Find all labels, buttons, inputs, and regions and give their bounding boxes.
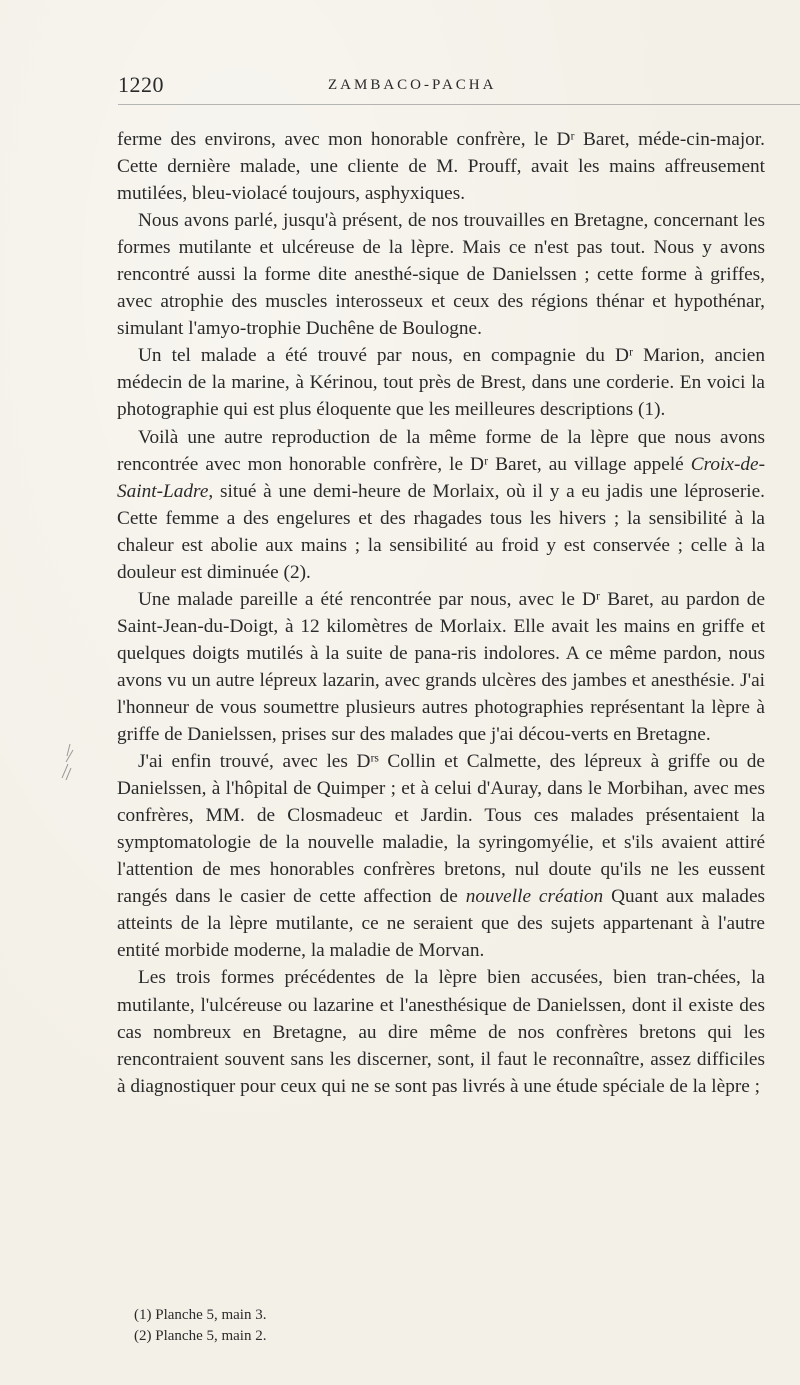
paragraph: Nous avons parlé, jusqu'à présent, de nos trouvailles en Bretagne, concernant les formes mutilante et ulcéreuse de la lèpre. Mais ce n'est pas tout. Nous y avons rencontré aussi la forme dite anesthé-sique de Danielssen ; cette forme à griffes, avec atrophie des muscles interosseux et ceux des régions thénar et hypothénar, simulant l'amyo-trophie Duchêne de Boulogne. — [117, 210, 765, 340]
paragraph-text: , situé à une demi-heure de Morlaix, où il y a eu jadis une léproserie. Cette femme a des engelures et des rhagades tous les hivers ; la sensibilité à la chaleur est abolie aux mains ; la sensibilité au froid y est conservée ; celle à la douleur est diminuée (2). — [117, 480, 765, 583]
paragraph — [117, 424, 765, 586]
paragraph-text: Quant aux malades atteints de la lèpre mutilante, ce ne seraient que des sujets appartenant à l'autre entité morbide moderne, la maladie de Morvan. — [117, 886, 766, 962]
italic-phrase: nouvelle création — [465, 886, 604, 908]
running-head — [118, 72, 738, 102]
paragraph-text: J'ai enfin trouvé, avec les Dʳˢ Collin et Calmette, des lépreux à griffe ou de Danielssen, à l'hôpital de Quimper ; et à celui d'Auray, dans le Morbihan, avec mes confrères, MM. de Closmadeuc et Jardin. Tous ces malades présentaient la symptomatologie de la nouvelle maladie, la syringomyélie, et s'ils avaient attiré l'attention de mes honorables confrères bretons, nul doute qu'ils ne les eussent rangés dans le casier de cette affection de — [117, 751, 765, 908]
paragraph — [117, 748, 765, 964]
footnote: (1) Planche 5, main 3. — [134, 1307, 267, 1323]
footnote: (2) Planche 5, main 2. — [134, 1328, 267, 1344]
body-text — [117, 126, 765, 1100]
footnotes — [134, 1305, 734, 1347]
pencil-margin-mark — [58, 742, 78, 782]
paragraph: ferme des environs, avec mon honorable confrère, le Dʳ Baret, méde-cin-major. Cette dernière malade, une cliente de M. Prouff, avait les mains affreusement mutilées, bleu-violacé toujours, asphyxiques. — [117, 129, 765, 205]
italic-place-name: Croix-de-Saint-Ladre — [117, 453, 765, 502]
running-title: ZAMBACO-PACHA — [328, 77, 497, 93]
paragraph-text: Voilà une autre reproduction de la même forme de la lèpre que nous avons rencontrée avec mon honorable confrère, le Dʳ Baret, au village appelé — [117, 426, 765, 475]
page-number: 1220 — [118, 72, 164, 97]
paragraph: Les trois formes précédentes de la lèpre bien accusées, bien tran-chées, la mutilante, l'ulcéreuse ou lazarine et l'anesthésique de Danielssen, dont il existe des cas nombreux en Bretagne, au dire même de nos confrères bretons qui les rencontraient souvent sans les discerner, sont, il faut le reconnaître, assez difficiles à diagnostiquer pour ceux qui ne se sont pas livrés à une étude spéciale de la lèpre ; — [117, 967, 765, 1097]
paragraph: Une malade pareille a été rencontrée par nous, avec le Dʳ Baret, au pardon de Saint-Jean-du-Doigt, à 12 kilomètres de Morlaix. Elle avait les mains en griffe et quelques doigts mutilés à la suite de pana-ris indolores. A ce même pardon, nous avons vu un autre lépreux lazarin, avec grands ulcères des jambes et anesthésie. J'ai l'honneur de vous soumettre plusieurs autres photographies représentant la lèpre à griffe de Danielssen, prises sur des malades que j'ai décou-verts en Bretagne. — [117, 588, 765, 746]
paragraph: Un tel malade a été trouvé par nous, en compagnie du Dʳ Marion, ancien médecin de la marine, à Kérinou, tout près de Brest, dans une corderie. En voici la photographie qui est plus éloquente que les meilleures descriptions (1). — [117, 345, 765, 421]
header-rule — [118, 104, 800, 105]
